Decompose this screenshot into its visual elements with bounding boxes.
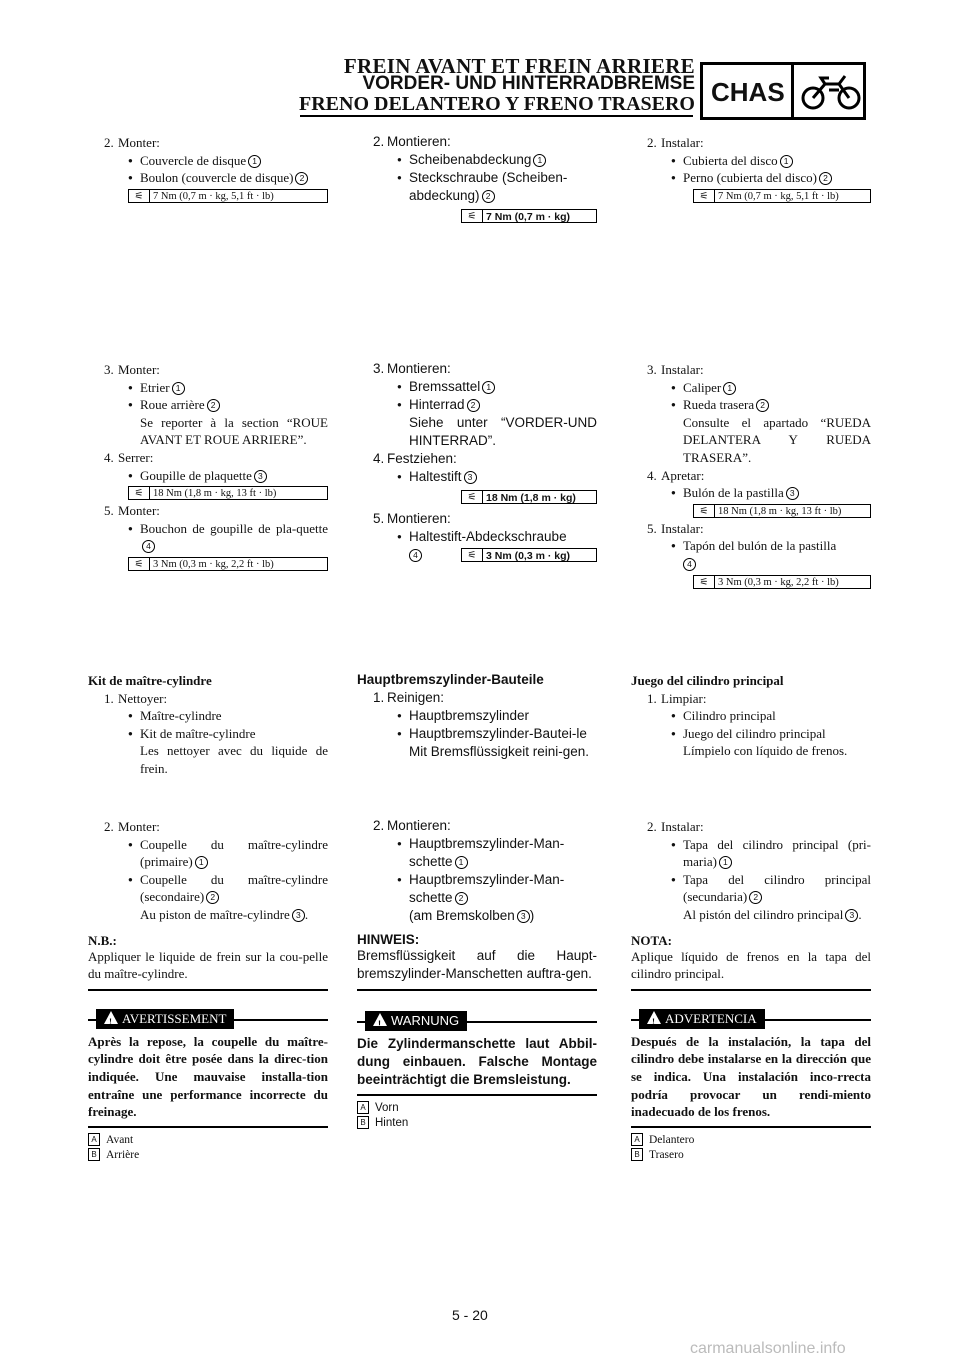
reference-text: Se reporter à la section “ROUE AVANT ET ROUE ARRIERE”.: [140, 414, 328, 448]
bullet-text: Cilindro principal: [683, 708, 776, 724]
bullet-text: Coupelle du maître-cylindre (primaire): [140, 836, 328, 870]
step-title: Instalar:: [661, 520, 704, 536]
torque-spec: ⚟ 3 Nm (0,3 m · kg): [461, 548, 597, 562]
fr-block-3: [88, 672, 328, 778]
bullet-text: Hinterrad: [409, 397, 465, 412]
step-title: Limpiar:: [661, 690, 707, 706]
callout-number: 4: [142, 540, 155, 553]
callout-number: 3: [464, 471, 477, 484]
step-title: Monter:: [118, 503, 160, 519]
note-text: Aplique líquido de frenos en la tapa del cilindro principal.: [631, 948, 871, 982]
note-heading: N.B.:: [88, 932, 328, 948]
de-block-1: [357, 133, 597, 225]
step-number: 2.: [647, 135, 657, 150]
note-text: Appliquer le liquide de frein sur la cou-pelle du maître-cylindre.: [88, 948, 328, 982]
torque-spec: ⚟ 18 Nm (1,8 m · kg, 13 ft · lb): [128, 486, 328, 500]
torque-spec: ⚟ 7 Nm (0,7 m · kg): [461, 209, 597, 223]
callout-number: 1: [248, 155, 261, 168]
callout-number: 2: [295, 172, 308, 185]
callout-number: 3: [845, 909, 858, 922]
torque-spec: ⚟ 7 Nm (0,7 m · kg, 5,1 ft · lb): [128, 189, 328, 203]
torque-spec: ⚟ 18 Nm (1,8 m · kg, 13 ft · lb): [693, 504, 871, 518]
legend-key: B: [631, 1148, 643, 1161]
warning-heading: ! WARNUNG: [357, 1011, 597, 1031]
callout-number: 2: [206, 891, 219, 904]
torque-wrench-icon: ⚟: [694, 190, 715, 202]
callout-number: 1: [455, 856, 468, 869]
bullet-text: Rueda trasera: [683, 397, 755, 413]
callout-number: 2: [756, 399, 769, 412]
warning-heading: ! AVERTISSEMENT: [88, 1009, 328, 1029]
legend: A Vorn B Hinten: [357, 1101, 597, 1131]
section-heading: Hauptbremszylinder-Bauteile: [357, 672, 544, 687]
body-text: Mit Bremsflüssigkeit reini-gen.: [409, 744, 590, 759]
motorcycle-icon: [799, 70, 863, 114]
bullet-text: Tapón del bulón de la pastilla: [683, 538, 837, 554]
body-text: Les nettoyer avec du liquide de frein.: [140, 743, 328, 776]
step-title: Monter:: [118, 819, 160, 834]
bullet-text: Bulón de la pastilla: [683, 485, 784, 501]
callout-number: 2: [819, 172, 832, 185]
bullet-text: Scheibenabdeckung: [409, 152, 532, 167]
step-number: 2.: [104, 135, 114, 150]
legend: A Avant B Arrière: [88, 1133, 328, 1163]
step-number: 1.: [104, 690, 114, 706]
step-number: 3.: [373, 361, 385, 376]
warning-text: Après la repose, la coupelle du maître-cylindre doit être posée dans la direc-tion indiquée. Une mauvaise installa-tion entraîne une performance incorrecte du freinage.: [88, 1033, 328, 1120]
torque-wrench-icon: ⚟: [462, 491, 483, 503]
note-text: Bremsflüssigkeit auf die Haupt-bremszylinder-Manschetten auftra-gen.: [357, 948, 597, 981]
callout-number: 1: [780, 155, 793, 168]
callout-number: 3: [517, 910, 530, 923]
step-number: 5.: [647, 520, 657, 536]
step-title: Monter:: [118, 135, 160, 150]
callout-number: 2: [467, 399, 480, 412]
legend-key: B: [357, 1116, 369, 1129]
header-title-es: FRENO DELANTERO Y FRENO TRASERO: [299, 93, 695, 115]
step-number: 3.: [104, 362, 114, 377]
bullet-text: Perno (cubierta del disco): [683, 170, 817, 186]
body-text: Al pistón del cilindro principal: [683, 906, 844, 922]
bullet-text: Boulon (couvercle de disque): [140, 170, 294, 186]
section-heading: Kit de maître-cylindre: [88, 673, 212, 688]
bullet-text: Coupelle du maître-cylindre (secondaire): [140, 871, 328, 905]
step-title: Serrer:: [118, 449, 154, 465]
step-title: Monter:: [118, 362, 160, 377]
bullet-text: Hauptbremszylinder-Bautei-le: [409, 726, 587, 741]
body-text: (am Bremskolben: [409, 908, 515, 923]
callout-number: 1: [195, 856, 208, 869]
warning-icon: [373, 1013, 387, 1026]
step-number: 3.: [647, 362, 657, 377]
bullet-text: Juego del cilindro principal: [683, 725, 826, 741]
note-heading: HINWEIS:: [357, 931, 597, 947]
step-number: 2.: [104, 819, 114, 834]
note-rule: [88, 989, 328, 991]
fr-block-4: 2. Monter: ● Coupelle du maître-cylindre (primaire) 1 ● Coupelle du maître-cylindre (secondaire) 2 Au piston de maître-cylindre 3 . N.B.: Appliquer le liquide de frein sur la cou-pelle du maître-cylindre. ! AVERTISSEMENT Après la repose, la coupelle du maître-cylindre doit être posée dans la direc-tion indiquée. Une mauvaise installa-tion entraîne une performance incorrecte du freinage. A Avant B Arrière: [88, 818, 328, 1163]
callout-number: 1: [172, 382, 185, 395]
step-number: 4.: [373, 451, 385, 466]
bullet-text: Hauptbremszylinder-Man-schette: [409, 836, 565, 869]
bullet-text: Haltestift-Abdeckschraube: [409, 529, 567, 544]
step-number: 2.: [373, 134, 385, 149]
callout-number: 4: [409, 549, 422, 562]
bullet-text: Maître-cylindre: [140, 708, 222, 724]
reference-text: Siehe unter “VORDER-UND HINTERRAD”.: [409, 415, 597, 448]
warning-rule: [357, 1094, 597, 1096]
legend-key: A: [631, 1133, 643, 1146]
body-text: Límpielo con líquido de frenos.: [683, 743, 848, 759]
step-title: Festziehen:: [387, 451, 457, 466]
torque-wrench-icon: ⚟: [129, 558, 150, 570]
header-title-de: VORDER- UND HINTERRADBREMSE: [362, 73, 695, 94]
step-title: Instalar:: [661, 135, 704, 150]
torque-wrench-icon: ⚟: [129, 190, 150, 202]
header-rule: [300, 115, 693, 117]
bullet-text: Bouchon de goupille de pla-quette: [140, 520, 328, 536]
bullet-text: Steckschraube (Scheiben-abdeckung): [409, 170, 568, 203]
fr-block-2: [88, 361, 328, 573]
de-block-4: 2. Montieren: ● Hauptbremszylinder-Man-schette 1 ● Hauptbremszylinder-Man-schette 2 (am Bremskolben 3 ) HINWEIS: Bremsflüssigkeit auf die Haupt-bremszylinder-Manschetten auftra-gen. ! WARNUNG Die Zylindermanschette laut Abbil-dung einbauen. Falsche Montage beeinträchtigt die Bremsleistung. A Vorn B Hinten: [357, 817, 597, 1131]
callout-number: 1: [719, 856, 732, 869]
bullet-text: Etrier: [140, 379, 170, 395]
bullet-text: Kit de maître-cylindre: [140, 725, 256, 741]
de-block-3: [357, 671, 597, 761]
torque-wrench-icon: ⚟: [694, 505, 715, 517]
watermark: carmanualsonline.info: [690, 1340, 846, 1357]
step-title: Montieren:: [387, 134, 451, 149]
callout-number: 4: [683, 558, 696, 571]
callout-number: 1: [482, 381, 495, 394]
warning-heading: ! ADVERTENCIA: [631, 1009, 871, 1029]
torque-wrench-icon: ⚟: [129, 487, 150, 499]
step-title: Montieren:: [387, 511, 451, 526]
warning-text: Die Zylindermanschette laut Abbil-dung einbauen. Falsche Montage beeinträchtigt die Bremsleistung.: [357, 1036, 597, 1087]
bullet-text: Bremssattel: [409, 379, 481, 394]
torque-wrench-icon: ⚟: [694, 576, 715, 588]
es-block-3: [631, 672, 871, 760]
step-number: 4.: [104, 449, 114, 465]
callout-number: 2: [207, 399, 220, 412]
page-number: 5 - 20: [452, 1307, 488, 1323]
step-title: Reinigen:: [387, 690, 445, 705]
warning-rule: [88, 1126, 328, 1128]
section-heading: Juego del cilindro principal: [631, 673, 784, 688]
bullet-text: Haltestift: [409, 469, 462, 484]
bullet-text: Cubierta del disco: [683, 152, 778, 168]
torque-spec: ⚟ 7 Nm (0,7 m · kg, 5,1 ft · lb): [693, 189, 871, 203]
legend-key: A: [88, 1133, 100, 1146]
bullet-text: Tapa del cilindro principal (secundaria): [683, 871, 871, 905]
callout-number: 3: [254, 470, 267, 483]
step-title: Apretar:: [661, 467, 705, 483]
warning-icon: [104, 1011, 118, 1024]
step-title: Instalar:: [661, 819, 704, 834]
note-heading: NOTA:: [631, 932, 871, 948]
step-number: 1.: [647, 690, 657, 706]
bullet-text: Tapa del cilindro principal (pri-maria): [683, 836, 871, 870]
header-title-fr: FREIN AVANT ET FREIN ARRIERE: [343, 54, 695, 78]
callout-number: 2: [482, 190, 495, 203]
bullet-text: Hauptbremszylinder-Man-schette: [409, 872, 565, 905]
note-rule: [631, 989, 871, 991]
step-title: Montieren:: [387, 361, 451, 376]
torque-wrench-icon: ⚟: [462, 210, 483, 222]
callout-number: 1: [533, 154, 546, 167]
fr-block-1: [88, 134, 328, 205]
step-number: 1.: [373, 690, 385, 705]
step-title: Nettoyer:: [118, 690, 168, 706]
es-block-1: [631, 134, 871, 205]
bullet-text: Hauptbremszylinder: [409, 708, 530, 723]
section-badge-label: CHAS: [711, 77, 785, 107]
warning-text: Después de la instalación, la tapa del cilindro debe instalarse en la dirección que se indica. Una instalación inco-rrecta podría provocar un rendi-miento inadecuado de los frenos.: [631, 1033, 871, 1120]
step-number: 5.: [373, 511, 385, 526]
bullet-text: Goupille de plaquette: [140, 467, 252, 483]
step-number: 4.: [647, 467, 657, 483]
legend-key: B: [88, 1148, 100, 1161]
torque-spec: ⚟ 3 Nm (0,3 m · kg, 2,2 ft · lb): [693, 575, 871, 589]
badge-divider: [791, 65, 794, 117]
callout-number: 3: [292, 909, 305, 922]
legend: A Delantero B Trasero: [631, 1133, 871, 1163]
body-text: Au piston de maître-cylindre: [140, 906, 290, 922]
callout-number: 2: [749, 891, 762, 904]
reference-text: Consulte el apartado “RUEDA DELANTERA Y RUEDA TRASERA”.: [683, 414, 871, 465]
torque-spec: ⚟ 3 Nm (0,3 m · kg, 2,2 ft · lb): [128, 557, 328, 571]
section-badge: [700, 62, 866, 120]
bullet-text: Roue arrière: [140, 397, 205, 413]
torque-wrench-icon: ⚟: [462, 549, 483, 561]
legend-key: A: [357, 1101, 369, 1114]
step-title: Instalar:: [661, 362, 704, 377]
note-rule: [357, 989, 597, 991]
callout-number: 2: [455, 892, 468, 905]
es-block-2: [631, 361, 871, 591]
callout-number: 3: [786, 487, 799, 500]
bullet-text: Caliper: [683, 379, 722, 395]
warning-icon: [647, 1011, 661, 1024]
step-number: 2.: [647, 819, 657, 834]
warning-rule: [631, 1126, 871, 1128]
step-number: 2.: [373, 818, 385, 833]
torque-spec: ⚟ 18 Nm (1,8 m · kg): [461, 490, 597, 504]
step-title: Montieren:: [387, 818, 451, 833]
bullet-text: Couvercle de disque: [140, 152, 247, 168]
callout-number: 1: [723, 382, 736, 395]
es-block-4: 2. Instalar: ● Tapa del cilindro principal (pri-maria) 1 ● Tapa del cilindro principal (secundaria) 2 Al pistón del cilindro principal 3 . NOTA: Aplique líquido de frenos en la tapa del cilindro principal. ! ADVERTENCIA Después de la instalación, la tapa del cilindro debe instalarse en la dirección que se indica. Una instalación inco-rrecta podría provocar un rendi-miento inadecuado de los frenos. A Delantero B Trasero: [631, 818, 871, 1163]
de-block-2: [357, 360, 597, 564]
step-number: 5.: [104, 503, 114, 519]
